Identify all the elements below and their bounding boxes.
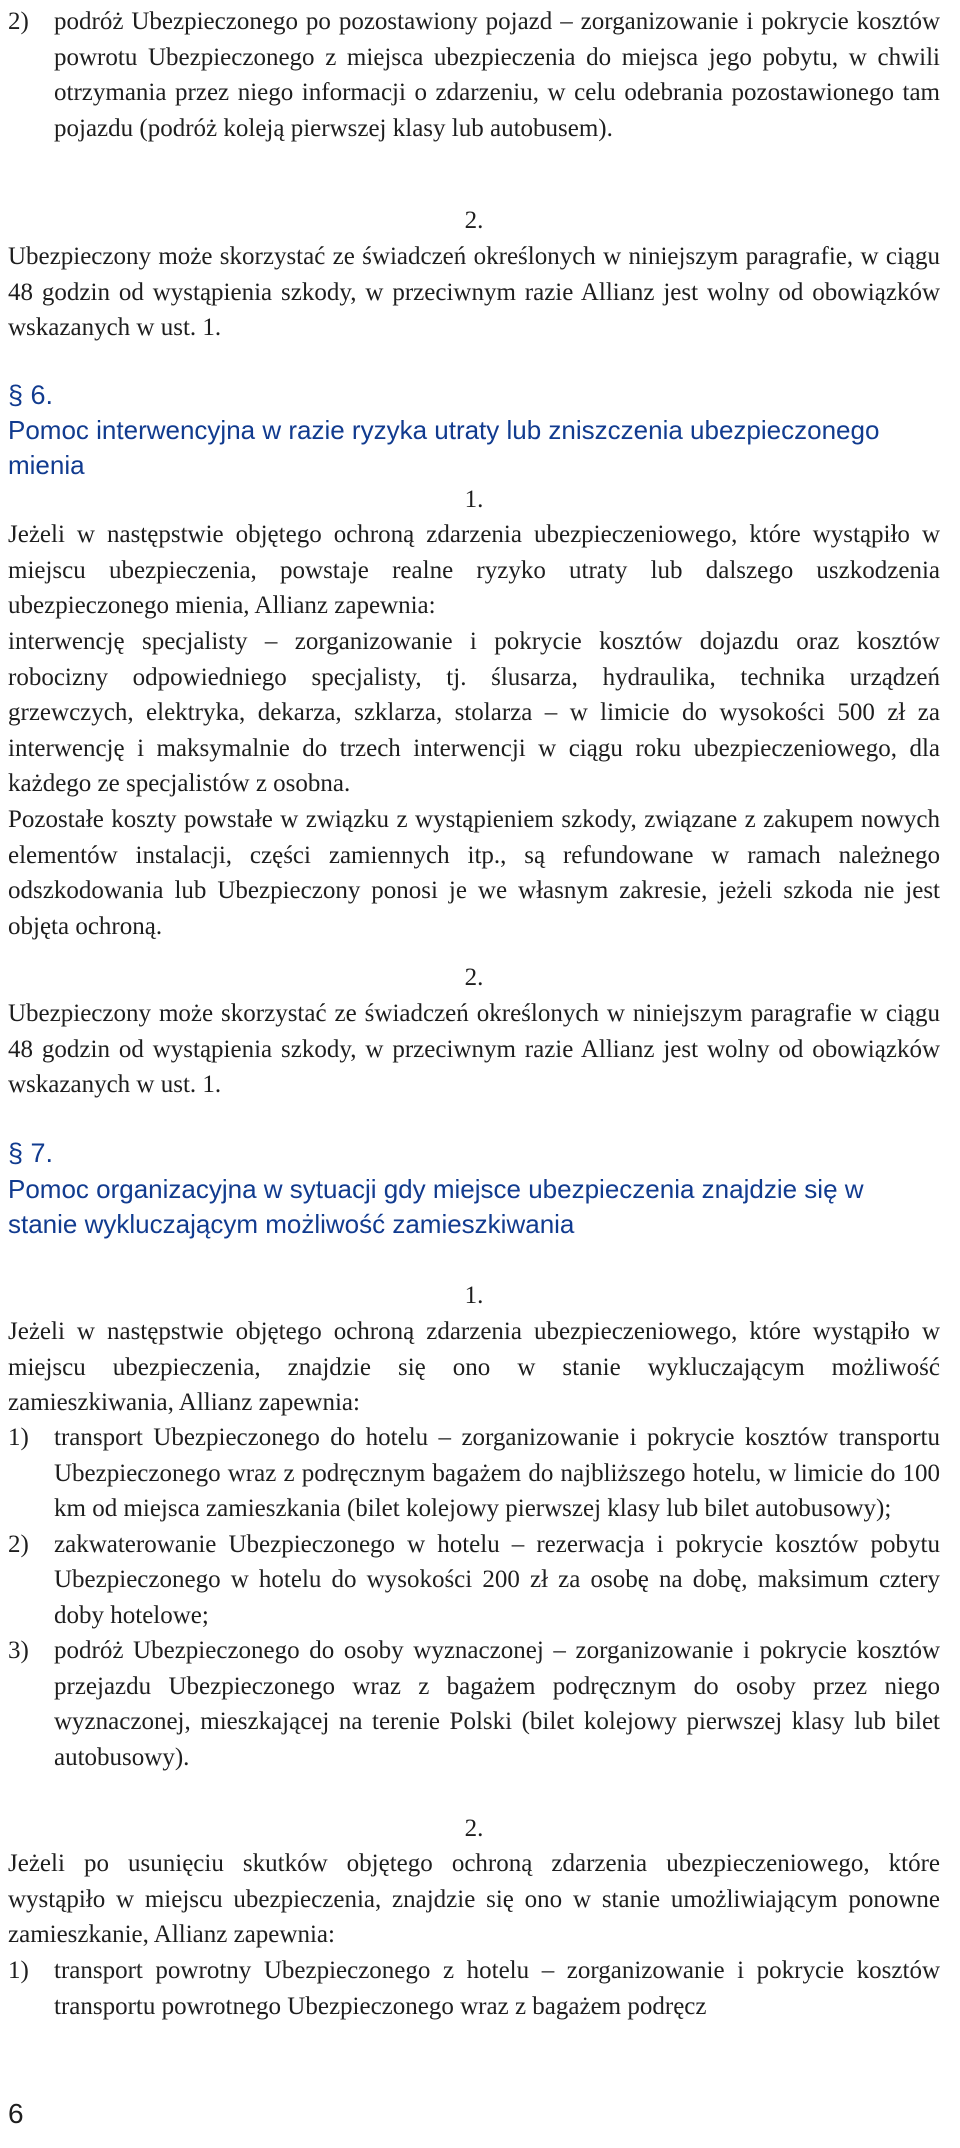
numbered-list bbox=[8, 1420, 940, 1775]
paragraph-text: Pozostałe koszty powstałe w związku z wystąpieniem szkody, związane z zakupem nowych elementów instalacji, części zamiennych itp., są refundowane w ramach należnego odszkodowania lub Ubezpieczony ponosi je we własnym zakresie, jeżeli szkoda nie jest objęta ochroną. bbox=[8, 806, 940, 940]
paragraph-number: 2. bbox=[464, 207, 484, 234]
paragraph-text: interwencję specjalisty – zorganizowanie i pokrycie kosztów dojazdu oraz kosztów robocizny odpowiedniego specjalisty, tj. ślusarza, hydraulika, technika urządzeń grzewczych, elektryka, dekarza, szklarza, stolarza – w limicie do wysokości 500 zł za interwencję i maksymalnie do trzech interwencji w ciągu roku ubezpieczeniowego, dla każdego ze specjalistów z osobna. bbox=[8, 628, 940, 797]
page-number: 6 bbox=[8, 2098, 24, 2129]
section-title: Pomoc interwencyjna w razie ryzyka utraty lub zniszczenia ubezpieczonego mienia bbox=[8, 415, 880, 480]
list-item-text: transport powrotny Ubezpieczonego z hotelu – zorganizowanie i pokrycie kosztów transportu powrotnego Ubezpieczonego wraz z bagażem podręcz bbox=[54, 1957, 940, 2020]
paragraph-text: Ubezpieczony może skorzystać ze świadczeń określonych w niniejszym paragrafie w ciągu 48 godzin od wystąpienia szkody, w przeciwnym razie Allianz jest wolny od obowiązków wskazanych w ust. 1. bbox=[8, 1000, 940, 1098]
paragraph-number: 1. bbox=[464, 486, 484, 513]
paragraph-text: Ubezpieczony może skorzystać ze świadczeń określonych w niniejszym paragrafie, w ciągu 48 godzin od wystąpienia szkody, w przeciwnym razie Allianz jest wolny od obowiązków wskazanych w ust. 1. bbox=[8, 243, 940, 341]
paragraph-number: 2. bbox=[464, 964, 484, 991]
list-item bbox=[8, 1953, 940, 2024]
paragraph-text: Jeżeli po usunięciu skutków objętego ochroną zdarzenia ubezpieczeniowego, które wystąpiło w miejscu ubezpieczenia, znajdzie się ono w stanie umożliwiającym ponowne zamieszkanie, Allianz zapewnia: bbox=[8, 1850, 940, 1948]
list-item bbox=[8, 1633, 940, 1775]
list-item-text: podróż Ubezpieczonego do osoby wyznaczonej – zorganizowanie i pokrycie kosztów przejazdu Ubezpieczonego wraz z bagażem podręcznym do osoby przez niego wyznaczonej, mieszkającej na terenie Polski (bilet kolejowy pierwszej klasy lub bilet autobusowy). bbox=[54, 1637, 940, 1771]
list-item bbox=[8, 1527, 940, 1634]
list-marker: 1) bbox=[8, 1957, 29, 1984]
list-item-text: zakwaterowanie Ubezpieczonego w hotelu – rezerwacja i pokrycie kosztów pobytu Ubezpieczonego w hotelu do wysokości 200 zł za osobę na dobę, maksimum cztery doby hotelowe; bbox=[54, 1530, 940, 1629]
list-item-text: transport Ubezpieczonego do hotelu – zorganizowanie i pokrycie kosztów transportu Ubezpieczonego wraz z podręcznym bagażem do najbliższego hotelu, w limicie do 100 km od miejsca zamieszkania (bilet kolejowy pierwszej klasy lub bilet autobusowy); bbox=[54, 1424, 940, 1522]
list-marker: 2) bbox=[8, 1530, 29, 1558]
numbered-list bbox=[8, 1953, 940, 2024]
list-marker: 3) bbox=[8, 1637, 29, 1664]
paragraph-number: 2. bbox=[464, 1815, 484, 1842]
section-title: Pomoc organizacyjna w sytuacji gdy miejsce ubezpieczenia znajdzie się w stanie wykluczającym możliwość zamieszkiwania bbox=[8, 1174, 864, 1239]
section-heading: § 7. bbox=[8, 1138, 54, 1168]
list-marker: 1) bbox=[8, 1424, 29, 1451]
list-item bbox=[8, 1420, 940, 1527]
paragraph-text: Jeżeli w następstwie objętego ochroną zdarzenia ubezpieczeniowego, które wystąpiło w miejscu ubezpieczenia, powstaje realne ryzyko utraty lub dalszego uszkodzenia ubezpieczonego mienia, Allianz zapewnia: bbox=[8, 521, 940, 619]
paragraph-number: 1. bbox=[464, 1282, 484, 1309]
list-item-text: podróż Ubezpieczonego po pozostawiony pojazd – zorganizowanie i pokrycie kosztów powrotu Ubezpieczonego z miejsca ubezpieczenia do miejsca jego pobytu, w chwili otrzymania przez niego informacji o zdarzeniu, w celu odebrania pozostawionego tam pojazdu (podróż koleją pierwszej klasy lub autobusem). bbox=[54, 8, 940, 142]
paragraph-text: Jeżeli w następstwie objętego ochroną zdarzenia ubezpieczeniowego, które wystąpiło w miejscu ubezpieczenia, znajdzie się ono w stanie wykluczającym możliwość zamieszkiwania, Allianz zapewnia: bbox=[8, 1318, 940, 1416]
section-heading: § 6. bbox=[8, 380, 54, 410]
list-item bbox=[8, 4, 940, 146]
list-marker: 2) bbox=[8, 8, 29, 35]
